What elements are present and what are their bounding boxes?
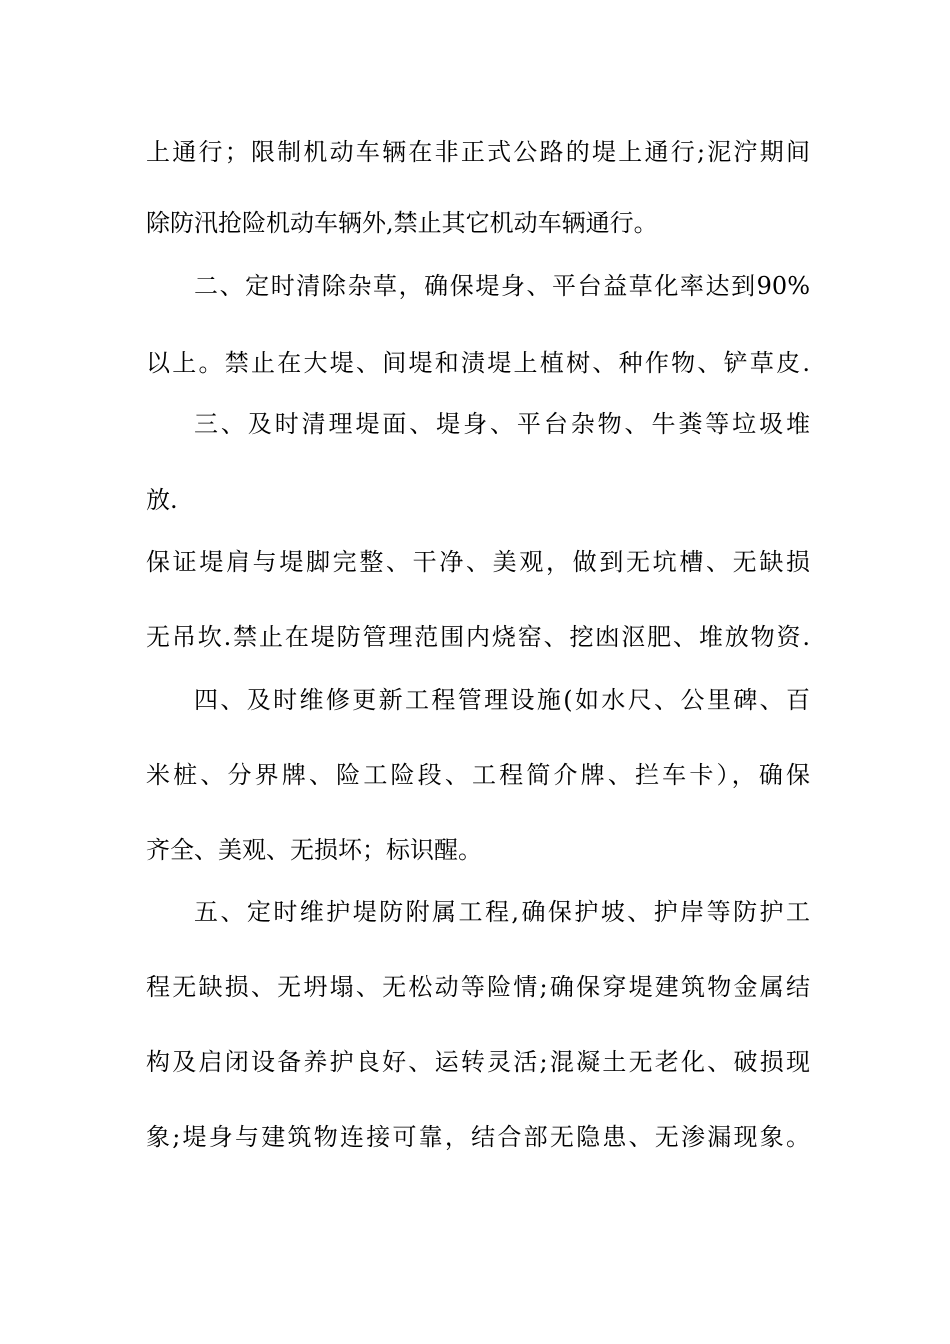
paragraph-5-start: 五、定时维护堤防附属工程,确保护坡、护岸等防护工 <box>194 898 810 926</box>
paragraph-2-start: 二、定时清除杂草，确保堤身、平台益草化率达到90% <box>194 272 810 300</box>
text-line: 保证堤肩与堤脚完整、干净、美观，做到无坑槽、无缺损 <box>146 548 810 576</box>
text-line: 以上。禁止在大堤、间堤和渍堤上植树、种作物、铲草皮. <box>146 349 810 377</box>
paragraph-4-start: 四、及时维修更新工程管理设施(如水尺、公里碑、百 <box>194 686 810 714</box>
paragraph-3-start: 三、及时清理堤面、堤身、平台杂物、牛粪等垃圾堆 <box>194 410 810 438</box>
text-line: 放. <box>146 486 178 514</box>
text-line: 象;堤身与建筑物连接可靠，结合部无隐患、无渗漏现象。 <box>146 1123 810 1151</box>
text-line: 构及启闭设备养护良好、运转灵活;混凝土无老化、破损现 <box>146 1048 810 1076</box>
text-line: 米桩、分界牌、险工险段、工程简介牌、拦车卡），确保 <box>146 761 810 789</box>
text-line: 齐全、美观、无损坏；标识醒。 <box>146 836 482 864</box>
text-line: 上通行；限制机动车辆在非正式公路的堤上通行;泥泞期间 <box>146 138 810 166</box>
text-line: 除防汛抢险机动车辆外,禁止其它机动车辆通行。 <box>146 209 658 237</box>
text-line: 程无缺损、无坍塌、无松动等险情;确保穿堤建筑物金属结 <box>146 973 810 1001</box>
text-line: 无吊坎.禁止在堤防管理范围内烧窑、挖凼沤肥、堆放物资. <box>146 623 810 651</box>
